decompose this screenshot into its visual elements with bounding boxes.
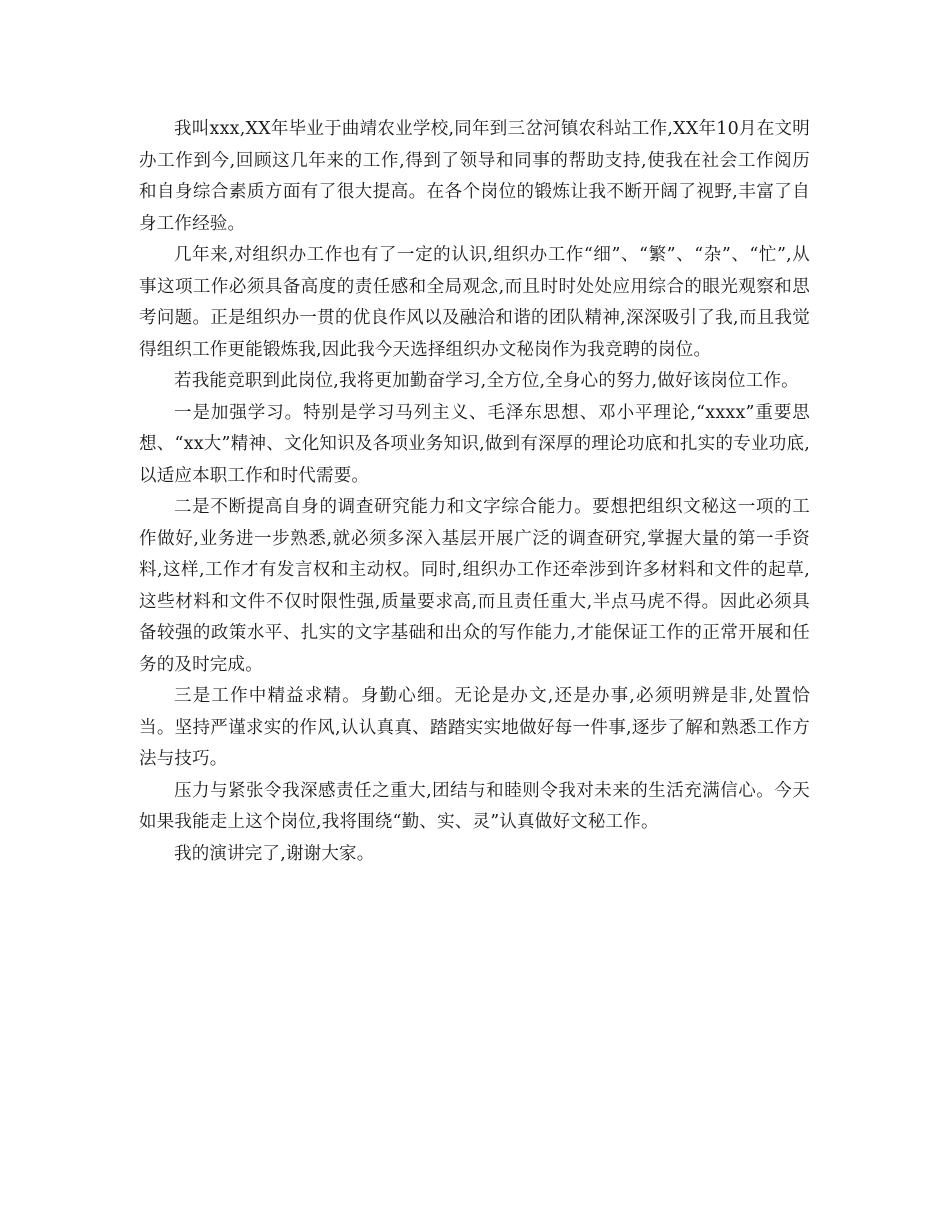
paragraph-point-one: 一是加强学习。特别是学习马列主义、毛泽东思想、邓小平理论,“xxxx”重要思想、“xx大”精神、文化知识及各项业务知识,做到有深厚的理论功底和扎实的专业功底,以适应本职工作和时代需要。 [139, 402, 810, 486]
paragraph-point-two: 二是不断提高自身的调查研究能力和文字综合能力。要想把组织文秘这一项的工作做好,业务进一步熟悉,就必须多深入基层开展广泛的调查研究,掌握大量的第一手资料,这样,工作才有发言权和主动权。同时,组织办工作还牵涉到许多材料和文件的起草,这些材料和文件不仅时限性强,质量要求高,而且责任重大,半点马虎不得。因此必须具备较强的政策水平、扎实的文字基础和出众的写作能力,才能保证工作的正常开展和任务的及时完成。 [139, 497, 810, 675]
paragraph-point-three: 三是工作中精益求精。身勤心细。无论是办文,还是办事,必须明辨是非,处置恰当。坚持严谨求实的作风,认认真真、踏踏实实地做好每一件事,逐步了解和熟悉工作方法与技巧。 [139, 686, 810, 769]
paragraph-resolve: 压力与紧张令我深感责任之重大,团结与和睦则令我对未来的生活充满信心。今天如果我能走上这个岗位,我将围绕“勤、实、灵”认真做好文秘工作。 [139, 780, 810, 832]
paragraph-closing: 我的演讲完了,谢谢大家。 [174, 843, 375, 864]
paragraph-commitment: 若我能竞职到此岗位,我将更加勤奋学习,全方位,全身心的努力,做好该岗位工作。 [174, 371, 799, 391]
paragraph-understanding: 几年来,对组织办工作也有了一定的认识,组织办工作“细”、“繁”、“杂”、“忙”,从事这项工作必须具备高度的责任感和全局观念,而且时时处处应用综合的眼光观察和思考问题。正是组织办一贯的优良作风以及融洽和谐的团队精神,深深吸引了我,而且我觉得组织工作更能锻炼我,因此我今天选择组织办文秘岗作为我竞聘的岗位。 [139, 245, 810, 360]
paragraph-intro: 我叫xxx,XX年毕业于曲靖农业学校,同年到三岔河镇农科站工作,XX年10月在文明办工作到今,回顾这几年来的工作,得到了领导和同事的帮助支持,使我在社会工作阅历和自身综合素质方面有了很大提高。在各个岗位的锻炼让我不断开阔了视野,丰富了自身工作经验。 [139, 119, 810, 234]
